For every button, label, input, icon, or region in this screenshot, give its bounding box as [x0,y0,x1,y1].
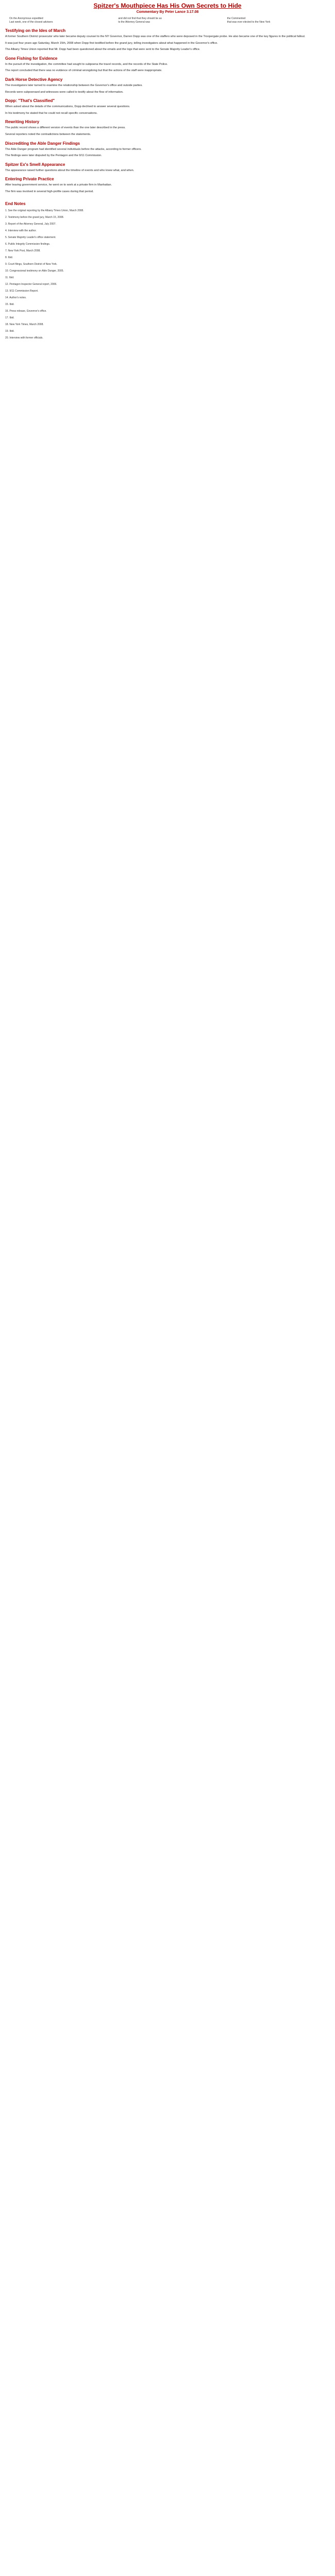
endnote: 10. Congressional testimony on Able Danger, 2005. [5,269,64,273]
section-paragraph: A former Southern District prosecutor who later became deputy counsel to the NY Governor, Darren Dopp was one of the staffers who were deposed in the Troopergate probe. He also became one of the key figures in the political fallout. [5,35,306,38]
section-heading: Discrediting the Able Danger Findings [5,141,80,146]
endnote: 20. Interview with former officials. [5,336,43,340]
intro-line: Last week, one of the closest advisers [9,21,53,24]
section-paragraph: The investigators later turned to examine the relationship between the Governor's office and outside parties. [5,83,143,87]
endnote: 11. Ibid. [5,276,14,279]
section-heading: Gone Fishing for Evidence [5,56,58,61]
intro-block [9,17,326,24]
endnote: 1. See the original reporting by the Albany Times Union, March 2008. [5,209,84,212]
endnote: 19. Ibid. [5,329,14,333]
endnote: 9. Court filings, Southern District of New York. [5,262,58,266]
endnote: 5. Senate Majority Leader's office statement. [5,235,56,239]
section-heading: Dopp: "That's Classified" [5,98,55,104]
intro-line: and did not find that they should be as [118,17,162,20]
endnote: 8. Ibid. [5,256,13,259]
article-body [5,28,330,194]
section-paragraph: The findings were later disputed by the Pentagon and the 9/11 Commission. [5,154,102,158]
endnote: 12. Pentagon Inspector General report, 2006. [5,282,57,286]
section-paragraph: The Albany Times Union reported that Mr. Dopp had been questioned about the emails and the logs that were sent to the Senate Majority Leader's office. [5,48,200,52]
section-paragraph: The firm was involved in several high-profile cases during that period. [5,190,94,193]
intro-line: to the Attorney General was [118,21,150,24]
intro-line: On the Anonymous expedited [9,17,43,20]
intro-line: the Commented [227,17,246,20]
section-paragraph: Several reporters noted the contradictions between the statements. [5,132,91,136]
section-paragraph: When asked about the details of the communications, Dopp declined to answer several questions. [5,105,130,109]
section-paragraph: The appearance raised further questions about the timeline of events and who knew what, and when. [5,168,135,172]
section-heading: Spitzer Ex's Smell Appearance [5,162,65,167]
section-paragraph: It was just four years ago Saturday, March 15th, 2008 when Dopp first testified before the grand jury, telling investigators about what happened in the Governor's office. [5,41,218,45]
section-heading: Rewriting History [5,120,40,125]
section-paragraph: The Able Danger program had identified several individuals before the attacks, according to former officers. [5,147,142,151]
page [0,2,335,2576]
endnote: 16. Press release, Governor's office. [5,309,47,313]
section-paragraph: The public record shows a different version of events than the one later described in the press. [5,126,126,130]
section-paragraph: After leaving government service, he went on to work at a private firm in Manhattan. [5,183,112,187]
endnote: 7. New York Post, March 2008. [5,249,41,252]
endnote: 13. 9/11 Commission Report. [5,289,39,293]
section-heading: Dark Horse Detective Agency [5,77,63,82]
section-paragraph: The report concluded that there was no evidence of criminal wrongdoing but that the actions of the staff were inappropriate. [5,69,162,73]
section-heading: Testifying on the Ides of March [5,28,66,33]
endnote: 15. Ibid. [5,302,14,306]
endnote: 17. Ibid. [5,316,14,319]
section-paragraph: In the pursuit of the investigation, the committee had sought to subpoena the travel records, and the records of the State Police. [5,62,168,66]
endnote: 3. Report of the Attorney General, July 2007. [5,222,56,226]
endnote: 18. New York Times, March 2008. [5,323,44,326]
section-paragraph: In his testimony he stated that he could not recall specific conversations. [5,111,98,115]
endnotes-list [5,209,330,340]
article-byline: Commentary By Peter Lance 3.17.08 [136,10,199,14]
endnote: 6. Public Integrity Commission findings. [5,242,51,246]
article-title: Spitzer's Mouthpiece Has His Own Secrets to Hide [93,2,242,9]
endnote: 14. Author's notes. [5,296,27,299]
section-paragraph: Records were subpoenaed and witnesses were called to testify about the flow of information. [5,90,124,94]
endnotes-heading: End Notes [5,201,26,206]
endnote: 4. Interview with the author. [5,229,37,232]
intro-line: that was ever elected to the New York [227,21,271,24]
section-heading: Entering Private Practice [5,177,54,182]
endnote: 2. Testimony before the grand jury, March 15, 2008. [5,215,64,219]
